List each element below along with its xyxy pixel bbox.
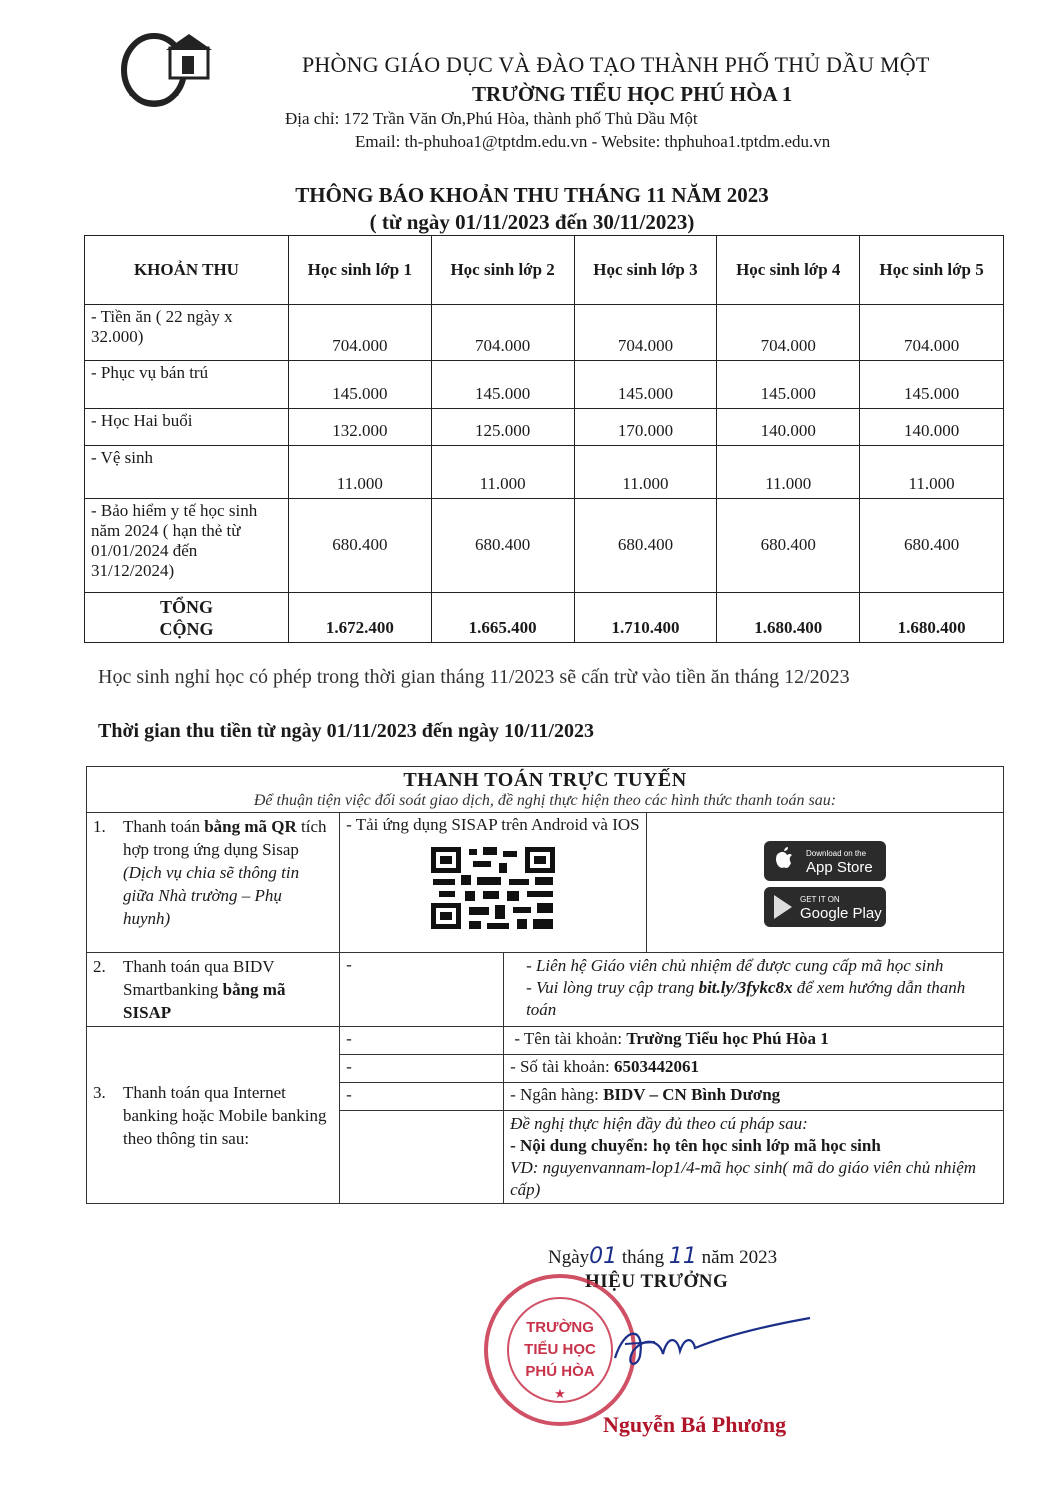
col-header-fee-item: KHOẢN THU <box>85 236 289 305</box>
table-row <box>85 446 1004 499</box>
google-play-badge[interactable] <box>764 887 886 927</box>
fee-value: 680.400 <box>860 499 1004 593</box>
table-row <box>85 409 1004 446</box>
fee-value: 145.000 <box>574 361 717 409</box>
method-1-text: Thanh toán <box>123 817 205 836</box>
fee-value: 680.400 <box>288 499 431 593</box>
store-badges-cell <box>646 813 1003 953</box>
date-day: 01 <box>589 1244 618 1269</box>
sign-date <box>548 1244 777 1269</box>
method-3-dash: - <box>340 1027 504 1055</box>
svg-text:★: ★ <box>554 1386 566 1401</box>
table-row <box>85 305 1004 361</box>
qr-cell <box>340 813 646 953</box>
date-month: 11 <box>668 1244 697 1269</box>
school-contact: Email: th-phuhoa1@tptdm.edu.vn - Website: thphuhoa1.tptdm.edu.vn <box>355 132 831 151</box>
appstore-small-text: Download on the <box>805 849 866 858</box>
date-month-word: tháng <box>617 1247 669 1268</box>
method-1-desc <box>87 813 340 953</box>
total-value: 1.680.400 <box>860 593 1004 643</box>
method-1-text-2: tích hợp trong ứng dụng Sisap <box>123 817 327 859</box>
date-year: năm 2023 <box>696 1247 778 1268</box>
notice-title: THÔNG BÁO KHOẢN THU THÁNG 11 NĂM 2023 <box>295 183 769 207</box>
school-name: TRƯỜNG TIỂU HỌC PHÚ HÒA 1 <box>472 82 793 106</box>
transfer-syntax: - Nội dung chuyển: họ tên học sinh lớp mã học sinh <box>510 1136 881 1155</box>
qr-code-icon <box>429 845 557 931</box>
fee-value: 680.400 <box>717 499 860 593</box>
guide-link[interactable]: bit.ly/3fykc8x <box>698 978 793 997</box>
gplay-big-text: Google Play <box>799 905 882 922</box>
method-number: 1. <box>93 817 106 836</box>
absence-note: Học sinh nghỉ học có phép trong thời gian tháng 11/2023 sẽ cấn trừ vào tiền ăn tháng 12/2023 <box>98 666 850 688</box>
app-store-badge[interactable] <box>764 841 886 881</box>
fee-value: 11.000 <box>717 446 860 499</box>
payment-method-bidv <box>87 953 1004 1027</box>
fee-value: 140.000 <box>717 409 860 446</box>
bank-name: BIDV – CN Bình Dương <box>603 1085 781 1104</box>
gplay-small-text: GET IT ON <box>799 895 840 904</box>
fee-label: - Vệ sinh <box>85 446 289 499</box>
fee-value: 704.000 <box>574 305 717 361</box>
fee-value: 680.400 <box>574 499 717 593</box>
method-1-bold: bằng mã QR <box>204 817 297 836</box>
method-number: 3. <box>93 1082 106 1102</box>
department-name: PHÒNG GIÁO DỤC VÀ ĐÀO TẠO THÀNH PHỐ THỦ DẦU MỘT <box>302 52 930 77</box>
account-number-cell <box>504 1055 1004 1083</box>
account-name-cell <box>504 1027 1004 1055</box>
payment-heading-cell <box>87 767 1004 813</box>
method-2-text: Thanh toán qua BIDV Smartbanking <box>123 957 275 999</box>
fee-value: 11.000 <box>288 446 431 499</box>
stamp-line-3: PHÚ HÒA <box>525 1363 595 1380</box>
fee-label: - Học Hai buổi <box>85 409 289 446</box>
fee-value: 145.000 <box>288 361 431 409</box>
principal-title: HIỆU TRƯỞNG <box>585 1271 729 1292</box>
principal-signature <box>585 1306 815 1386</box>
total-value: 1.672.400 <box>288 593 431 643</box>
account-number-label: - Số tài khoản: <box>510 1057 614 1076</box>
fee-value: 125.000 <box>431 409 574 446</box>
payment-method-internet <box>87 1027 1004 1055</box>
syntax-example: VD: nguyenvannam-lop1/4-mã học sinh( mã do giáo viên chủ nhiệm cấp) <box>510 1158 977 1199</box>
fee-table-header <box>85 236 1004 305</box>
payment-method-qr <box>87 813 1004 953</box>
method-3-dash: - <box>340 1083 504 1111</box>
fee-value: 140.000 <box>860 409 1004 446</box>
method-2-contact: - Liên hệ Giáo viên chủ nhiệm để được cung cấp mã học sinh <box>526 956 944 975</box>
empty-cell <box>340 1111 504 1204</box>
fee-value: 704.000 <box>431 305 574 361</box>
fee-value: 145.000 <box>860 361 1004 409</box>
fee-label: - Bảo hiểm y tế học sinh năm 2024 ( hạn thẻ từ 01/01/2024 đến 31/12/2024) <box>85 499 289 593</box>
total-value: 1.665.400 <box>431 593 574 643</box>
principal-name: Nguyễn Bá Phương <box>603 1412 787 1437</box>
fee-value: 704.000 <box>860 305 1004 361</box>
school-address: Địa chỉ: 172 Trần Văn Ơn,Phú Hòa, thành phố Thủ Dầu Một <box>285 109 698 128</box>
method-3-dash: - <box>340 1055 504 1083</box>
fee-value: 11.000 <box>860 446 1004 499</box>
account-name-label: - Tên tài khoản: <box>514 1029 627 1048</box>
method-2-details <box>504 953 1004 1027</box>
table-row <box>85 499 1004 593</box>
col-header-grade-3: Học sinh lớp 3 <box>574 236 717 305</box>
fee-value: 704.000 <box>717 305 860 361</box>
fee-value: 704.000 <box>288 305 431 361</box>
col-header-grade-1: Học sinh lớp 1 <box>288 236 431 305</box>
total-value: 1.710.400 <box>574 593 717 643</box>
fee-table <box>84 235 1004 643</box>
method-2-visit-end: để xem hướng dẫn thanh toán <box>526 978 966 1019</box>
total-label: TỔNG CỘNG <box>85 593 289 643</box>
method-2-visit: - Vui lòng truy cập trang <box>526 978 699 997</box>
payment-heading: THANH TOÁN TRỰC TUYẾN <box>403 769 687 791</box>
fee-value: 132.000 <box>288 409 431 446</box>
appstore-big-text: App Store <box>805 859 873 876</box>
syntax-intro: Đề nghị thực hiện đầy đủ theo cú pháp sau: <box>510 1114 808 1133</box>
collection-time: Thời gian thu tiền từ ngày 01/11/2023 đến ngày 10/11/2023 <box>98 720 594 742</box>
col-header-grade-5: Học sinh lớp 5 <box>860 236 1004 305</box>
fee-value: 170.000 <box>574 409 717 446</box>
fee-label: - Phục vụ bán trú <box>85 361 289 409</box>
method-2-desc <box>87 953 340 1027</box>
fee-label: - Tiền ăn ( 22 ngày x 32.000) <box>85 305 289 361</box>
col-header-grade-4: Học sinh lớp 4 <box>717 236 860 305</box>
bank-cell <box>504 1083 1004 1111</box>
method-2-bold: bằng mã SISAP <box>123 980 286 1022</box>
fee-value: 680.400 <box>431 499 574 593</box>
col-header-grade-2: Học sinh lớp 2 <box>431 236 574 305</box>
method-number: 2. <box>93 957 106 976</box>
total-row <box>85 593 1004 643</box>
method-1-note: (Dịch vụ chia sẽ thông tin giữa Nhà trường – Phụ huynh) <box>123 863 300 928</box>
date-prefix: Ngày <box>548 1247 590 1268</box>
stamp-line-2: TIỂU HỌC <box>524 1341 596 1358</box>
school-logo-icon <box>118 30 214 108</box>
total-value: 1.680.400 <box>717 593 860 643</box>
fee-value: 11.000 <box>431 446 574 499</box>
payment-table <box>86 766 1004 1204</box>
method-2-dash: - <box>340 953 504 1027</box>
fee-value: 145.000 <box>717 361 860 409</box>
notice-period: ( từ ngày 01/11/2023 đến 30/11/2023) <box>369 210 695 234</box>
stamp-line-1: TRƯỜNG <box>526 1319 594 1336</box>
bank-label: - Ngân hàng: <box>510 1085 604 1104</box>
payment-subheading: Để thuận tiện việc đối soát giao dịch, đề nghị thực hiện theo các hình thức thanh toán sau: <box>253 792 837 809</box>
fee-value: 11.000 <box>574 446 717 499</box>
account-name: Trường Tiểu học Phú Hòa 1 <box>626 1029 829 1048</box>
table-row <box>85 361 1004 409</box>
account-number: 6503442061 <box>613 1057 699 1076</box>
syntax-cell <box>504 1111 1004 1204</box>
method-3-desc <box>87 1027 340 1204</box>
app-download-line: - Tải ứng dụng SISAP trên Android và IOS <box>346 815 640 834</box>
method-3-text: Thanh toán qua Internet banking hoặc Mobile banking theo thông tin sau: <box>123 1082 327 1148</box>
fee-value: 145.000 <box>431 361 574 409</box>
